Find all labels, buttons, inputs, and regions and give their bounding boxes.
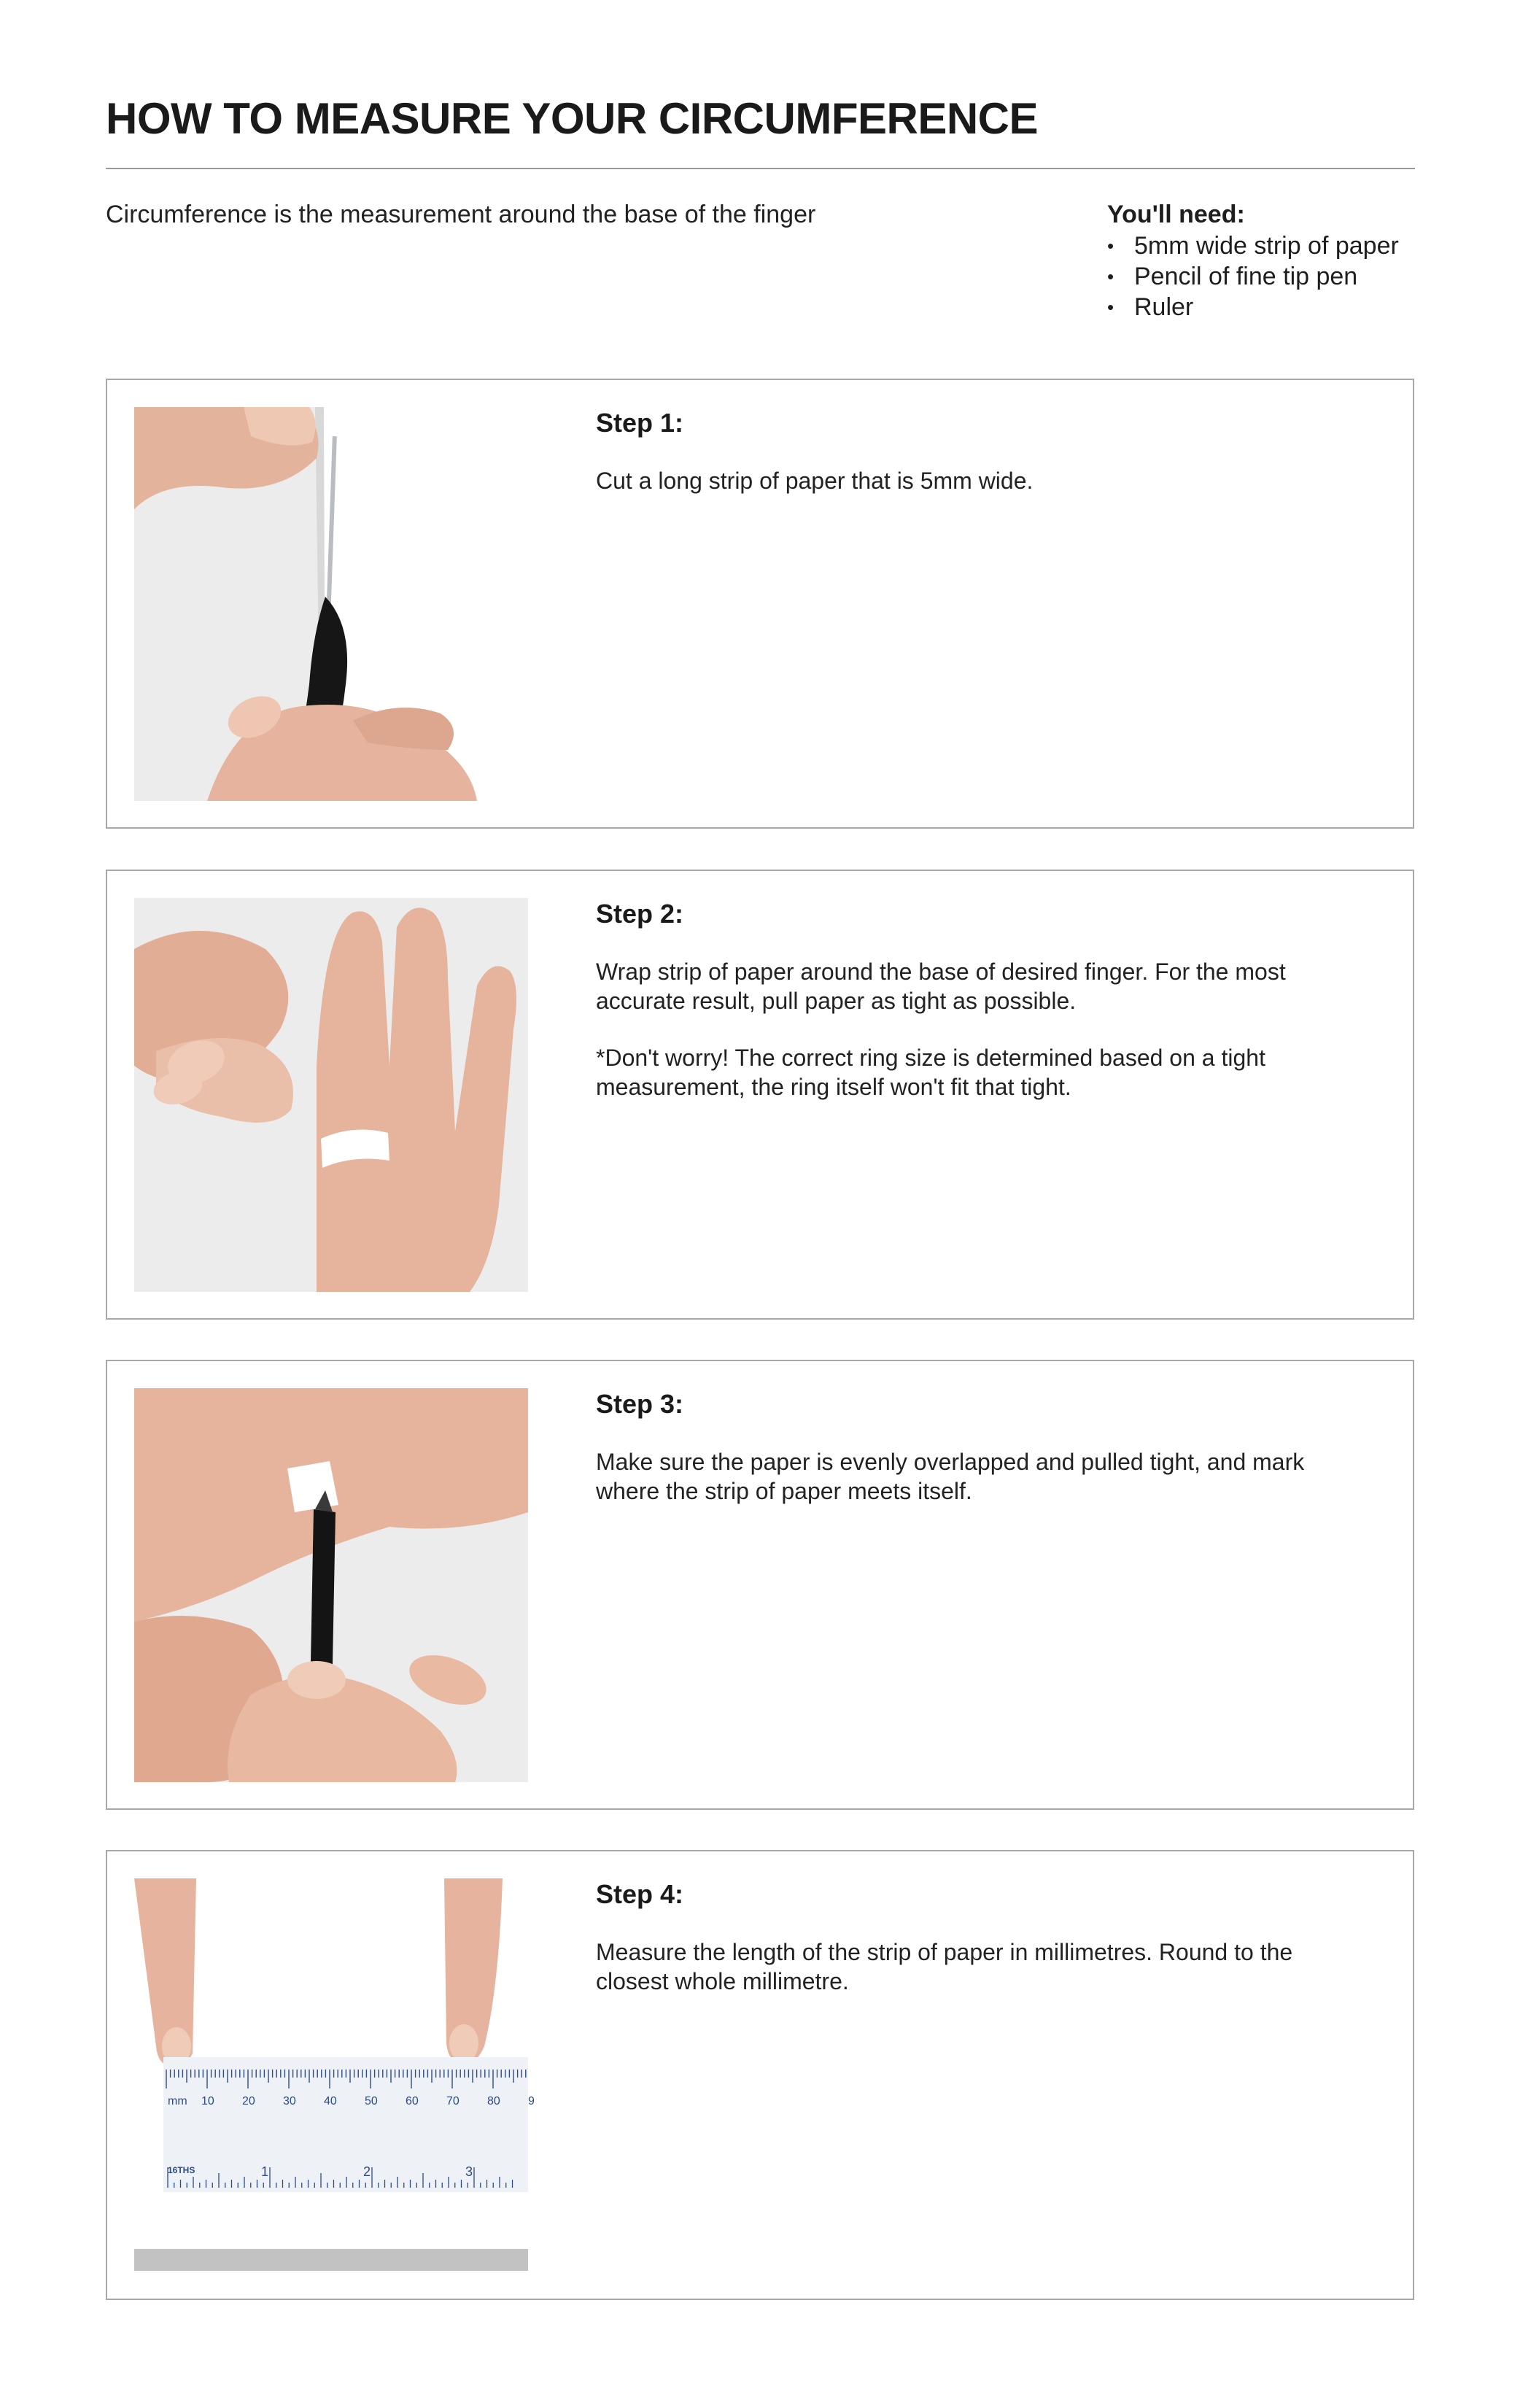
ruler-inch-label: 2 [363, 2164, 371, 2179]
step-4-photo [134, 1878, 535, 2272]
paper-strip-shadow [134, 2249, 528, 2271]
bullet-icon: • [1107, 296, 1114, 318]
step-4-title: Step 4: [596, 1879, 684, 1909]
step-2-body: Wrap strip of paper around the base of desired finger. For the most accurate result, pull paper as tight as possible. [596, 959, 1286, 1014]
step-1-photo [134, 407, 528, 801]
ruler-inch-unit: 16THS [168, 2165, 195, 2175]
ruler-mm-label: 9 [528, 2095, 535, 2107]
step-1-card [106, 379, 1414, 829]
step-2-photo [134, 898, 528, 1292]
ruler-mm-label: 20 [242, 2095, 255, 2107]
step-1-content [596, 408, 1362, 523]
step-4-card [106, 1850, 1414, 2300]
supplies-title: You'll need: [1107, 201, 1245, 228]
marking-paper-illustration [134, 1388, 528, 1782]
supply-item: • Ruler [1107, 293, 1194, 321]
ruler-mm-label: 30 [283, 2095, 296, 2107]
step-3-content [596, 1389, 1362, 1533]
step-4-body: Measure the length of the strip of paper in millimetres. Round to the closest whole millimetre. [596, 1939, 1293, 1994]
ruler-inch-label: 1 [261, 2164, 269, 2179]
ruler-inch-label: 3 [465, 2164, 473, 2179]
step-2-card [106, 870, 1414, 1320]
step-1-body: Cut a long strip of paper that is 5mm wide. [596, 468, 1034, 494]
ruler-mm-label: 80 [487, 2095, 500, 2107]
step-2-title: Step 2: [596, 899, 684, 929]
page-title: HOW TO MEASURE YOUR CIRCUMFERENCE [106, 94, 1039, 143]
step-3-card [106, 1360, 1414, 1810]
step-2-note: *Don't worry! The correct ring size is determined based on a tight measurement, the ring itself won't fit that tight. [596, 1045, 1265, 1100]
intro-text: Circumference is the measurement around the base of the finger [106, 201, 816, 228]
step-1-title: Step 1: [596, 408, 684, 438]
ruler-measuring-illustration [134, 1878, 535, 2272]
step-3-body: Make sure the paper is evenly overlapped and pulled tight, and mark where the strip of paper meets itself. [596, 1449, 1305, 1504]
ruler-mm-label: 60 [406, 2095, 419, 2107]
ruler-mm-label: 10 [201, 2095, 214, 2107]
wrapping-finger-illustration [134, 898, 528, 1292]
title-divider [106, 168, 1415, 169]
step-3-title: Step 3: [596, 1389, 684, 1419]
bullet-icon: • [1107, 235, 1114, 257]
ruler-mm-unit: mm [168, 2095, 187, 2107]
supply-item: • 5mm wide strip of paper [1107, 232, 1399, 260]
ruler-mm-label: 70 [446, 2095, 460, 2107]
scissors-cutting-illustration [134, 407, 528, 801]
supplies-items [1107, 231, 1421, 322]
supply-item: • Pencil of fine tip pen [1107, 263, 1358, 290]
step-2-content [596, 899, 1362, 1129]
ruler-mm-label: 40 [324, 2095, 337, 2107]
step-4-content [596, 1879, 1362, 2024]
step-3-photo [134, 1388, 528, 1782]
ruler-mm-label: 50 [365, 2095, 378, 2107]
supplies-list [1107, 201, 1421, 322]
bullet-icon: • [1107, 266, 1114, 287]
